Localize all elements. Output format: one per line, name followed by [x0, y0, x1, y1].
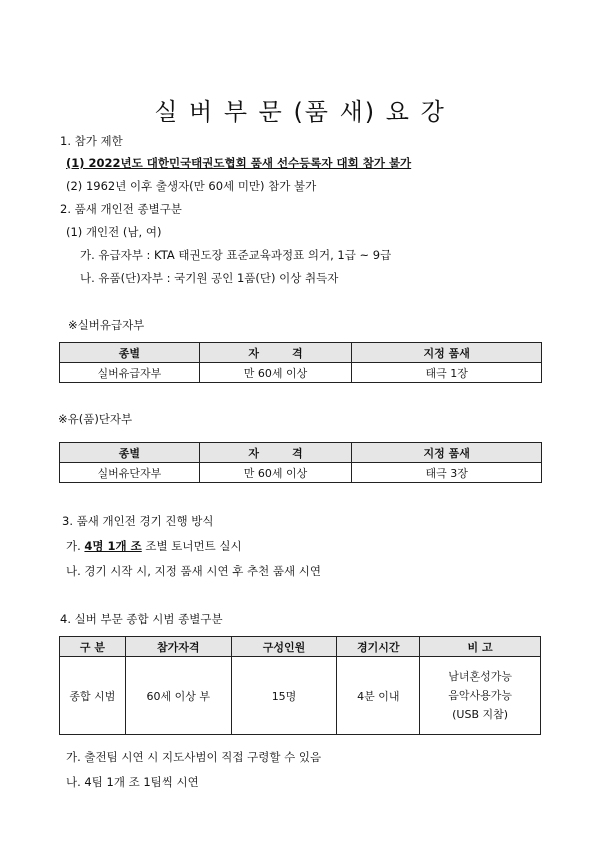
section-4-item-ga: 가. 출전팀 시연 시 지도사범이 직접 구령할 수 있음	[66, 750, 322, 764]
section-3-item-ga	[66, 539, 242, 553]
table-1	[59, 342, 542, 383]
table-3-cell-time: 4분 이내	[337, 657, 420, 735]
table-1-cell-qualification: 만 60세 이상	[199, 363, 352, 383]
page-title: 실 버 부 문 (품 새) 요 강	[154, 98, 446, 126]
table-1-caption: ※실버유급자부	[68, 318, 145, 332]
table-3-cell-eligibility: 60세 이상 부	[125, 657, 231, 735]
table-3-cell-remarks	[420, 657, 541, 735]
table-2-header-qualification: 자 격	[199, 443, 352, 463]
table-1-header-category: 종별	[60, 343, 200, 363]
table-2-header-category: 종별	[60, 443, 200, 463]
table-1-cell-poomsae: 태극 1장	[352, 363, 542, 383]
remark-line: 음악사용가능	[448, 689, 512, 702]
table-2	[59, 442, 542, 483]
table-2-cell-qualification: 만 60세 이상	[199, 463, 352, 483]
section-3-item-ga-rest: 조별 토너먼트 실시	[141, 539, 242, 553]
section-1-item-2: (2) 1962년 이후 출생자(만 60세 미만) 참가 불가	[66, 179, 317, 193]
table-3-header-division: 구 분	[60, 637, 126, 657]
table-3-header-remarks: 비 고	[420, 637, 541, 657]
table-2-cell-category: 실버유단자부	[60, 463, 200, 483]
table-2-cell-poomsae: 태극 3장	[352, 463, 542, 483]
table-row	[60, 463, 542, 483]
table-3-header-members: 구성인원	[231, 637, 337, 657]
table-3	[59, 636, 541, 735]
section-3-item-ga-prefix: 가.	[66, 539, 85, 553]
section-2-sub-1: (1) 개인전 (남, 여)	[66, 225, 162, 239]
table-1-header-poomsae: 지정 품새	[352, 343, 542, 363]
table-2-caption: ※유(품)단자부	[58, 412, 133, 426]
remark-line: (USB 지참)	[452, 708, 509, 721]
section-1-item-1: (1) 2022년도 대한민국태권도협회 품새 선수등록자 대회 참가 불가	[66, 156, 412, 170]
section-3-heading: 3. 품새 개인전 경기 진행 방식	[62, 514, 214, 528]
section-2-item-ga: 가. 유급자부 : KTA 태권도장 표준교육과정표 의거, 1급 ~ 9급	[80, 248, 392, 262]
section-2-item-na: 나. 유품(단)자부 : 국기원 공인 1품(단) 이상 취득자	[80, 271, 339, 285]
table-row	[60, 363, 542, 383]
table-row	[60, 657, 541, 735]
table-3-header-time: 경기시간	[337, 637, 420, 657]
section-1-heading: 1. 참가 제한	[60, 134, 123, 148]
section-4-item-na: 나. 4팀 1개 조 1팀씩 시연	[66, 775, 199, 789]
table-2-header-poomsae: 지정 품새	[352, 443, 542, 463]
section-3-item-ga-highlight: 4명 1개 조	[84, 539, 142, 553]
table-3-cell-members: 15명	[231, 657, 337, 735]
section-4-heading: 4. 실버 부문 종합 시범 종별구분	[60, 612, 223, 626]
table-3-header-eligibility: 참가자격	[125, 637, 231, 657]
remark-line: 남녀혼성가능	[448, 670, 512, 683]
section-2-heading: 2. 품새 개인전 종별구분	[60, 202, 182, 216]
table-1-cell-category: 실버유급자부	[60, 363, 200, 383]
table-3-cell-division: 종합 시범	[60, 657, 126, 735]
section-3-item-na: 나. 경기 시작 시, 지정 품새 시연 후 추천 품새 시연	[66, 564, 321, 578]
table-1-header-qualification: 자 격	[199, 343, 352, 363]
